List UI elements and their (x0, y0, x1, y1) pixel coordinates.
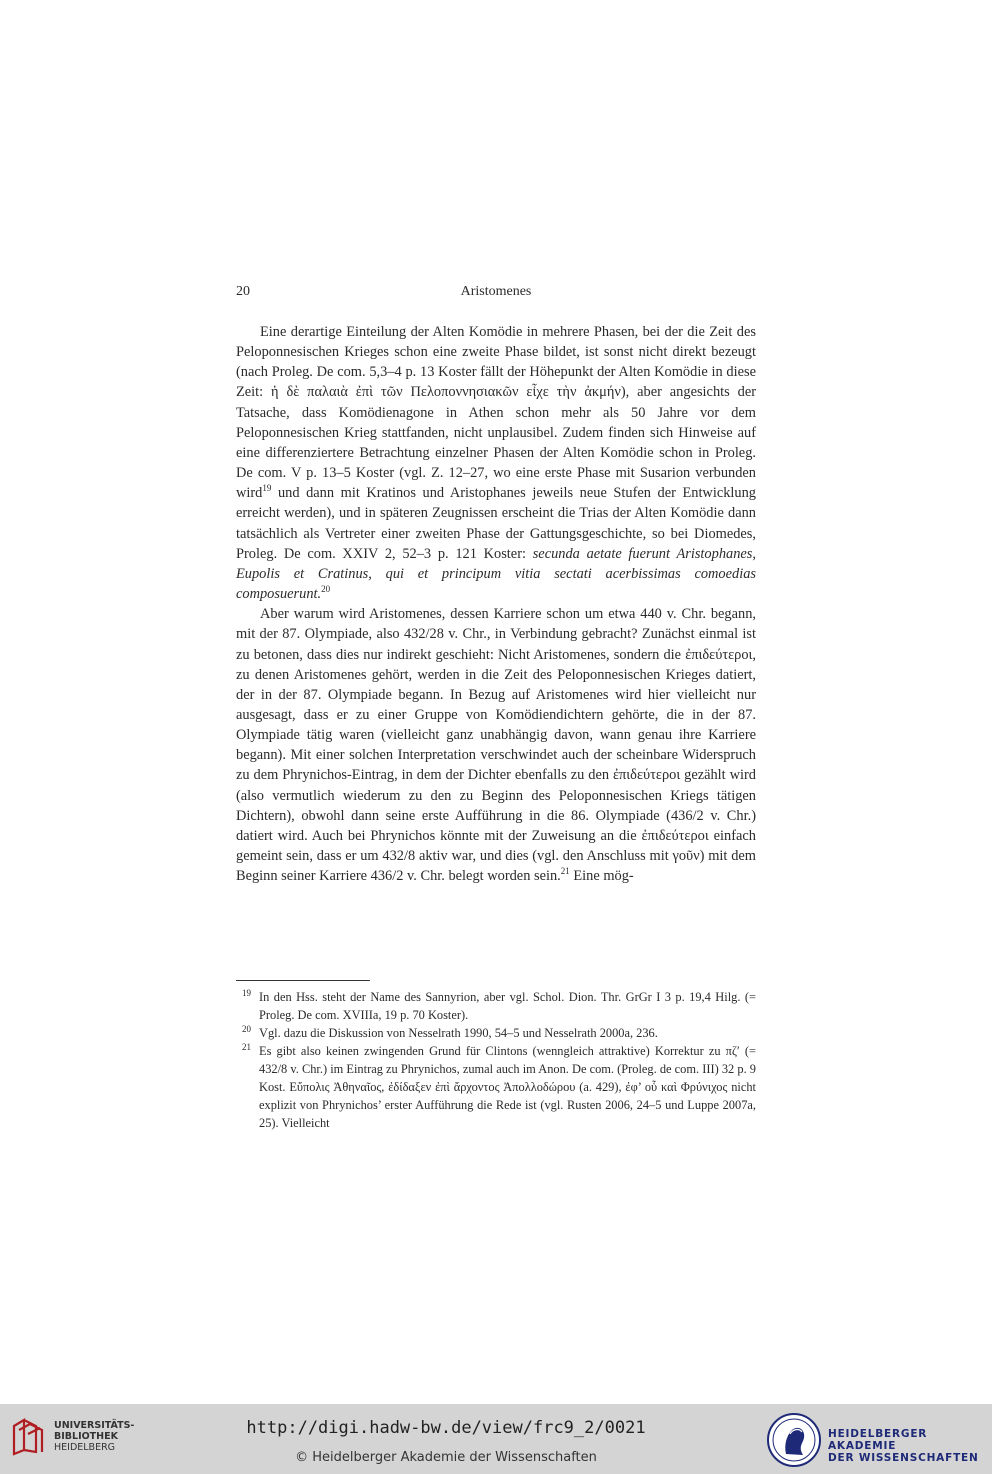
copyright-notice: © Heidelberger Akademie der Wissenschaften (295, 1450, 597, 1465)
footnote-number: 19 (242, 988, 251, 998)
academy-name-line: DER WISSENSCHAFTEN (828, 1452, 979, 1464)
footnote-rule (236, 980, 370, 981)
academy-logo[interactable] (766, 1412, 982, 1468)
latin-quote: secunda aetate fuerunt Aristophanes, Eupolis et Cratinus, qui et principum vitia sectati acerbissimas comoedias composuerunt. (236, 545, 756, 603)
footnote-text: Vgl. dazu die Diskussion von Nesselrath 1990, 54–5 und Nesselrath 2000a, 236. (259, 1026, 658, 1040)
body-text (236, 322, 756, 886)
footnote-ref-19[interactable]: 19 (262, 483, 272, 494)
paragraph-text: Eine derartige Einteilung der Alten Komödie in mehrere Phasen, bei der die Zeit des Peloponnesischen Krieges schon eine zweite Phase bildet, ist sonst nicht direkt bezeugt (nach Proleg. De com. 5,3–4 p. 13 Koster fällt der Höhepunkt der Alten Komödie in diese Zeit: ἡ δὲ παλαιὰ ἐπὶ τῶν Πελοποννησιακῶν εἶχε τὴν ἀκμήν), aber angesichts der Tatsache, dass Komödienagone in Athen schon mehr als 50 Jahre vor dem Peloponnesischen Krieg stattfanden, nicht unplausibel. Zudem finden sich Hinweise auf eine differenziertere Betrachtung einzelner Phasen der Alten Komödie schon in Proleg. De com. V p. 13–5 Koster (vgl. Z. 12–27, wo eine erste Phase mit Susarion verbunden wird (236, 324, 756, 502)
footnote-number: 21 (242, 1042, 251, 1052)
paragraph-text: Eine mög- (569, 868, 634, 885)
paragraph-1 (236, 322, 756, 604)
footnote-21 (236, 1042, 756, 1132)
permalink-url[interactable]: http://digi.hadw-bw.de/view/frc9_2/0021 (246, 1418, 646, 1438)
paragraph-text: und dann mit Kratinos und Aristophanes jeweils neue Stufen der Entwicklung erreicht werden), und in späteren Zeugnissen erscheint die Trias der Alten Komödie dann tatsächlich als Vertreter einer zweiten Phase der Gattungsgeschichte, so bei Diomedes, Proleg. De com. XXIV 2, 52–3 p. 121 Koster: (236, 485, 756, 562)
footnotes (236, 988, 756, 1132)
footnote-19 (236, 988, 756, 1024)
library-name-line: BIBLIOTHEK (54, 1431, 118, 1442)
footnote-text: Es gibt also keinen zwingenden Grund für Clintons (wenngleich attraktive) Korrektur zu πζʹ (= 432/8 v. Chr.) im Eintrag zu Phrynichos, zumal auch im Anon. De com. (Proleg. de com. III) 32 p. 9 Kost. Εὔπολις Ἀθηναῖος, ἐδίδαξεν ἐπὶ ἄρχοντος Ἀπολλοδώρου (a. 429), ἐφ’ οὗ καὶ Φρύνιχος nicht explizit von Phrynichos’ erster Aufführung die Rede ist (vgl. Rusten 2006, 24–5 und Luppe 2007a, 25). Vielleicht (259, 1044, 756, 1130)
footnote-ref-21[interactable]: 21 (560, 866, 570, 877)
academy-name-line: HEIDELBERGER AKADEMIE (828, 1428, 928, 1452)
footnote-number: 20 (242, 1024, 251, 1034)
footer-bar (0, 1404, 992, 1474)
library-name-line: HEIDELBERG (54, 1442, 116, 1453)
footnote-ref-20[interactable]: 20 (321, 584, 331, 595)
page-number: 20 (236, 284, 250, 299)
paragraph-2 (236, 604, 756, 886)
footnote-20 (236, 1024, 756, 1042)
footnote-text: In den Hss. steht der Name des Sannyrion, aber vgl. Schol. Dion. Thr. GrGr I 3 p. 19,4 Hilg. (= Proleg. De com. XVIIIa, 19 p. 70 Koster). (259, 990, 756, 1022)
academy-name (828, 1428, 982, 1464)
paragraph-text: Aber warum wird Aristomenes, dessen Karriere schon um etwa 440 v. Chr. begann, mit der 87. Olympiade, also 432/28 v. Chr., in Verbindung gebracht? Zunächst einmal ist zu betonen, dass dies nur indirekt geschieht: Nicht Aristomenes, sondern die ἐπιδεύτεροι, zu denen Aristomenes gehört, werden in die Zeit des Peloponnesischen Krieges datiert, der in der 87. Olympiade begann. In Bezug auf Aristomenes wird hier vielleicht nur ausgesagt, dass er zu einer Gruppe von Komödiendichtern gehörte, die in der 87. Olympiade tätig waren (vielleicht ganz unabhängig davon, wann genau ihre Karriere begann). Mit einer solchen Interpretation verschwindet auch der scheinbare Widerspruch zu dem Phrynichos-Eintrag, in dem der Dichter ebenfalls zu den ἐπιδεύτεροι gezählt wird (also vermutlich wiederum zu den zu Beginn des Peloponnesischen Kriegs tätigen Dichtern), obwohl dann seine erste Aufführung in die 86. Olympiade (436/2 v. Chr.) datiert wird. Auch bei Phrynichos könnte mit der Zuweisung an die ἐπιδεύτεροι einfach gemeint sein, dass er um 432/8 aktiv war, und dies (vgl. den Anschluss mit γοῦν) mit dem Beginn seiner Karriere 436/2 v. Chr. belegt worden sein. (236, 606, 756, 885)
running-head: Aristomenes (460, 284, 532, 299)
library-name-line: UNIVERSITÄTS- (54, 1420, 135, 1431)
academy-seal-icon (766, 1412, 822, 1468)
